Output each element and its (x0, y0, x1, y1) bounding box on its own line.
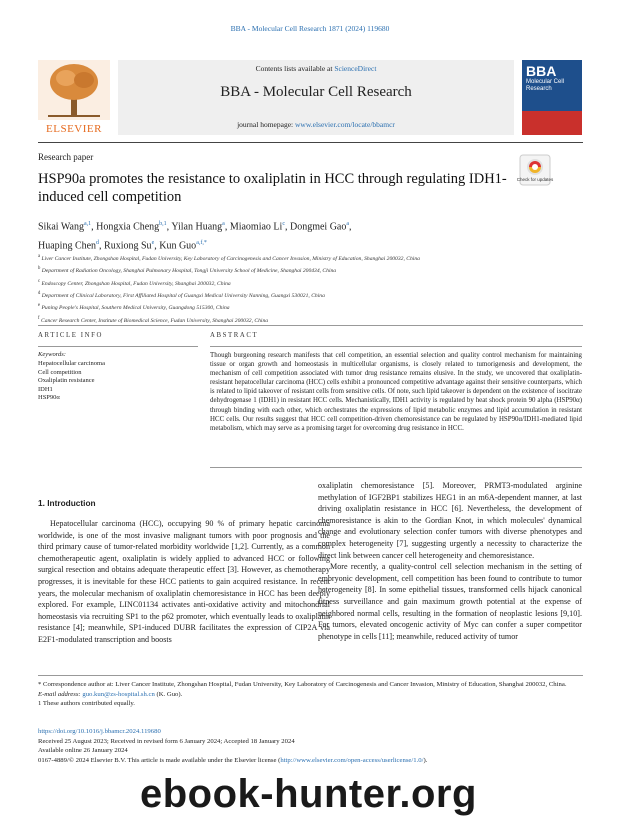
keyword-item: Cell competition (38, 368, 82, 376)
contents-line (118, 64, 514, 73)
cover-subtitle: Molecular Cell Research (526, 79, 565, 92)
homepage-prefix: journal homepage: (237, 120, 295, 129)
affiliation-item (38, 252, 578, 264)
journal-header (38, 60, 583, 135)
journal-cover-image (522, 60, 582, 135)
affiliation-item (38, 264, 578, 276)
equal-contribution-note: 1 These authors contributed equally. (38, 700, 135, 708)
abstract-divider (210, 346, 582, 347)
author-line-2: Huaping Chen$^d$, Ruxiong Su$^e$, Kun Guo$^{a,f,*}$ (38, 240, 207, 252)
abstract-end-divider (210, 467, 582, 468)
affiliation-marker: b (38, 266, 41, 272)
intro-paragraph-continued: oxaliplatin chemoresistance [5]. Moreover, PRMT3-modulated arginine methylation of IGF2BP1 stabilizes HEG1 in an m6A-dependent manner, at last driving oxaliplatin resistance in HCC [6]. Nevertheless, the development of chemoresistance is akin to the Gordian Knot, in which molecules' dynamical change and evolutionary selection confer tumors with diverse phenotypes and complex heterogeneity [7], suggesting urgently a necessity to characterize the direct link between cancer cell heterogeneity and chemoresistance. (318, 481, 582, 560)
keyword-item: Hepatocellular carcinoma (38, 360, 105, 367)
author-affiliation-marker[interactable]: c (282, 221, 285, 227)
available-online: Available online 26 January 2024 (38, 747, 128, 754)
introduction-heading: 1. Introduction (38, 498, 96, 508)
author-affiliation-marker[interactable]: a (222, 221, 225, 227)
cover-graphic (522, 111, 582, 135)
journal-reference[interactable]: BBA - Molecular Cell Research 1871 (2024) 119680 (230, 24, 390, 33)
author-affiliation-marker[interactable]: b,1 (159, 221, 167, 227)
cover-title: BBA (526, 63, 557, 79)
email-label: E-mail address: (38, 690, 83, 698)
publisher-name: ELSEVIER (46, 123, 102, 135)
email-note (38, 690, 583, 700)
affiliations (38, 252, 578, 326)
abstract-heading: ABSTRACT (210, 332, 259, 339)
license-line (38, 756, 598, 766)
license-suffix: ). (423, 756, 428, 764)
homepage-line (118, 120, 514, 129)
author-list (38, 216, 538, 255)
doi-link[interactable]: https://doi.org/10.1016/j.bbamcr.2024.119680 (38, 728, 161, 735)
affiliation-text: Puning People's Hospital, Southern Medical University, Guangdong 515300, China (40, 305, 230, 312)
author-name[interactable]: Yilan Huang (171, 221, 223, 233)
abstract-text: Though burgeoning research manifests that cell competition, an essential selection and quality control mechanism for maintaining tissue or organ growth and homeostasis in multicellular organisms, is closely related to tumorigenesis and development, the mechanism of cell competition associated with tumor drug resistance remains elusive. In the study, we uncovered that oxaliplatin-resistant hepatocellular carcinoma (HCC) cells exhibit a pronounced competitive advantage against their sensitive counterparts, which is related to lipid takeover of resistant cells from sensitive cells. Of note, such lipid takeover is dependent on the existence of isocitrate dehydrogenase 1 (IDH1) in resistant HCC cells. Mechanistically, IDH1 activity is regulated by heat shock protein 90 alpha (HSP90α) through binding with each other, which orchestrates the expressions of lipid metabolic enzymes and lipid accumulation in resistant HCC cells. Our results suggest that HCC cell competition-driven chemoresistance can be regulated by HSP90α/IDH1-mediated lipid metabolism, which may serve as a promising target for overcoming drug resistance in HCC. (210, 352, 582, 432)
publication-info (38, 727, 598, 765)
author-affiliation-marker[interactable]: a,1 (83, 221, 92, 227)
affiliation-marker: c (38, 278, 41, 284)
article-type: Research paper (38, 152, 94, 162)
keywords-list (38, 360, 105, 403)
keywords-label: Keywords: (38, 351, 66, 358)
contents-prefix: Contents lists available at (255, 64, 335, 73)
license-prefix: 0167-4889/© 2024 Elsevier B.V. This article is made available under the Elsevier license ( (38, 756, 281, 764)
journal-homepage-link[interactable]: www.elsevier.com/locate/bbamcr (295, 120, 395, 129)
article-title: HSP90a promotes the resistance to oxaliplatin in HCC through regulating IDH1-induced cell competition (38, 171, 507, 205)
affiliation-text: Cancer Research Center, Institute of Biomedical Science, Fudan University, Shanghai 200032, China (39, 317, 269, 324)
intro-paragraph-2: More recently, a quality-control cell selection mechanism in the setting of embryonic development, cell competition has been found to contribute to tumor heterogeneity [8]. In some epithelial tissues, transformed cells hijack canonical fitness surveillance and gain maximum growth potential at the expense of neighbored normal cells, resulting in the formation of neoplastic lesions [9,10]. For tumors, elevated oncogenic activity of Myc can confer a super competitor phenotype in cells [11]; meanwhile, reduced activity of tumor (318, 562, 582, 641)
affiliation-marker: a (38, 254, 41, 259)
check-for-updates-button[interactable] (516, 155, 554, 185)
keyword-item: IDH1 (38, 385, 53, 393)
author-name[interactable]: Ruxiong Su (104, 240, 152, 252)
header-divider (38, 142, 583, 143)
sciencedirect-link[interactable]: ScienceDirect (334, 64, 377, 73)
author-affiliation-marker[interactable]: a (346, 221, 350, 227)
author-name[interactable]: Huaping Chen (38, 240, 97, 252)
author-affiliation-marker[interactable]: a,f,* (196, 240, 207, 247)
affiliation-text: Department of Radiation Oncology, Shanghai Pulmonary Hospital, Tongji University School of Medicine, Shanghai 200434, China (40, 268, 337, 275)
license-link[interactable]: http://www.elsevier.com/open-access/userlicense/1.0/ (280, 756, 424, 764)
affiliation-marker: f (38, 315, 40, 321)
elsevier-tree-icon (38, 60, 110, 120)
email-link[interactable]: guo.kun@zs-hospital.sh.cn (82, 690, 155, 698)
crossmark-icon (516, 155, 554, 185)
footnotes (38, 680, 583, 709)
section-divider (38, 325, 583, 326)
received-dates: Received 25 August 2023; Received in revised form 6 January 2024; Accepted 18 January 2024 (38, 737, 295, 745)
affiliation-text: Department of Clinical Laboratory, First Affiliated Hospital of Guangxi Medical University Nanning, Guangxi 530021, China (40, 292, 325, 299)
body-column-left (38, 518, 330, 646)
article-info-heading: ARTICLE INFO (38, 332, 104, 339)
journal-info-box (118, 60, 514, 135)
affiliation-item (38, 277, 578, 289)
keyword-item: HSP90α (38, 394, 60, 401)
affiliation-item (38, 301, 578, 313)
keyword-item: Oxaliplatin resistance (38, 377, 95, 384)
correspondence-note: * Correspondence author at: Liver Cancer Institute, Zhongshan Hospital, Fudan University, Key Laboratory of Carcinogenesis and Cancer Invasion, Ministry of Education, Shanghai 200032, China. (38, 681, 567, 688)
author-name[interactable]: Sikai Wang (38, 221, 84, 233)
footnote-divider (38, 675, 583, 676)
affiliation-text: Endoscopy Center, Zhongshan Hospital, Fudan University, Shanghai 200032, China (40, 280, 231, 287)
article-info-divider (38, 346, 198, 347)
affiliation-marker: d (38, 291, 41, 297)
watermark-text: ebook-hunter.org (140, 772, 477, 816)
author-line-1: Sikai Wang$^{a,1}$, Hongxia Cheng$^{b,1}$, Yilan Huang$^a$, Miaomiao Li$^c$, Dongmei Gao$^a$, (38, 221, 352, 233)
crossmark-label: Check for updates (516, 177, 554, 182)
author-name[interactable]: Miaomiao Li (229, 221, 283, 233)
affiliation-text: Liver Cancer Institute, Zhongshan Hospital, Fudan University, Key Laboratory of Carcinogenesis and Cancer Invasion, Ministry of Education, Shanghai 200032, China (40, 255, 420, 262)
affiliation-marker: e (38, 303, 41, 309)
author-affiliation-marker[interactable]: e (151, 240, 155, 247)
author-name[interactable]: Dongmei Gao (289, 221, 347, 233)
intro-paragraph-1: Hepatocellular carcinoma (HCC), occupying 90 % of primary hepatic carcinoma worldwide, is one of the most invasive malignant tumors with poor prognosis and the third primary cause of tumor-related morbidity worldwide [1,2]. Currently, as a common chemotherapeutic agent, oxaliplatin is widely applied to advanced HCC or following surgical resection and obtains adequate therapeutic effect [3]. However, as chemotherapy progresses, it is inevitable for these HCC patients to gain acquired resistance. In recent years, the molecular mechanism of oxaliplatin chemoresistance in HCC has been deeply explored. For example, LINC01134 activates anti-oxidative activity and mitochondrial homeostasis via recruiting SP1 to the p62 promoter, which eventually leads to oxaliplatin resistance [4]; meanwhile, SP1-induced DUBR facilitates the expression of CIP2A via E2F1-modulated transcription and boosts (38, 519, 330, 644)
author-affiliation-marker[interactable]: d (96, 240, 100, 247)
affiliation-item (38, 289, 578, 301)
elsevier-logo (38, 60, 110, 135)
author-name[interactable]: Hongxia Cheng (96, 221, 160, 233)
journal-title: BBA - Molecular Cell Research (220, 84, 412, 100)
body-column-right (318, 480, 582, 642)
email-suffix: (K. Guo). (154, 690, 183, 698)
author-name[interactable]: Kun Guo (159, 240, 197, 252)
